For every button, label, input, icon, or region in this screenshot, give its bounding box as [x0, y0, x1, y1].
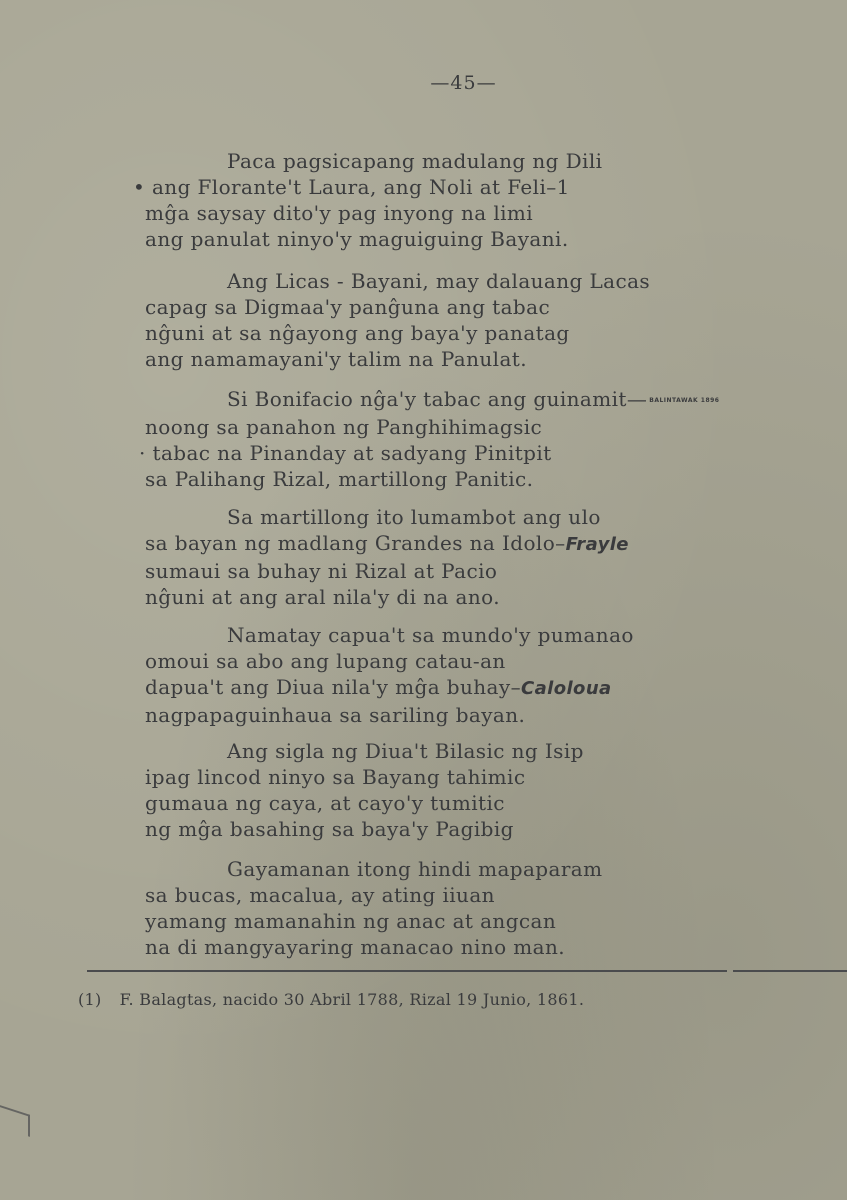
footnote-rule	[87, 970, 727, 972]
poem-line-text: Si Bonifacio nĝa'y tabac ang guinamit—	[227, 387, 648, 411]
bullet-mark: ·	[139, 440, 153, 465]
poem-line	[139, 440, 719, 466]
footnote-marker: (1)	[78, 990, 102, 1009]
poem-line: gumaua ng caya, at cayo'y tumitic	[145, 791, 505, 815]
stanza-4	[145, 504, 629, 610]
poem-line: nagpapaguinhaua sa sariling bayan.	[145, 703, 526, 727]
poem-line: yamang mamanahin ng anac at angcan	[145, 909, 557, 933]
poem-line: sa Palihang Rizal, martillong Panitic.	[145, 466, 534, 491]
poem-line: na di mangyayaring manacao nino man.	[145, 935, 566, 959]
bullet-mark: •	[133, 175, 152, 199]
footnote	[78, 990, 584, 1009]
stanza-7	[145, 856, 602, 960]
poem-line	[145, 386, 719, 414]
poem-line: sumaui sa buhay ni Rizal at Pacio	[145, 559, 498, 583]
poem-line: Namatay capua't sa mundo'y pumanao	[227, 623, 634, 647]
poem-line: omoui sa abo ang lupang catau-an	[145, 649, 506, 673]
page-number: —45—	[430, 72, 497, 94]
poem-line	[133, 174, 602, 200]
poem-line: Paca pagsicapang madulang ng Dili	[227, 149, 603, 173]
poem-line: nĝuni at ang aral nila'y di na ano.	[145, 585, 500, 609]
poem-line: sa bucas, macalua, ay ating iiuan	[145, 883, 495, 907]
poem-line	[145, 674, 634, 702]
poem-line	[145, 530, 629, 558]
italic-word: Caloloua	[520, 678, 612, 699]
poem-line-text: dapua't ang Diua nila'y mĝa buhay–	[145, 675, 521, 699]
stanza-6	[145, 738, 584, 842]
poem-line-text: ang Florante't Laura, ang Noli at Feli–1	[151, 175, 570, 199]
poem-line: nĝuni at sa nĝayong ang baya'y panatag	[145, 321, 570, 345]
poem-line: Sa martillong ito lumambot ang ulo	[227, 505, 601, 529]
balintawak-stamp: BALINTAWAK 1896	[649, 396, 720, 404]
poem-line: ipag lincod ninyo sa Bayang tahimic	[145, 765, 526, 789]
footnote-rule-extension	[733, 970, 847, 972]
poem-line: ang panulat ninyo'y maguiguing Bayani.	[145, 227, 569, 251]
stanza-3	[139, 386, 720, 492]
stanza-5	[145, 622, 634, 728]
poem-line: Ang sigla ng Diua't Bilasic ng Isip	[227, 739, 584, 763]
stanza-2	[145, 268, 650, 372]
poem-line: noong sa panahon ng Panghihimagsic	[145, 414, 543, 439]
poem-line: capag sa Digmaa'y panĝuna ang tabac	[145, 295, 551, 319]
poem-line: Gayamanan itong hindi mapaparam	[227, 857, 603, 881]
poem-line-text: tabac na Pinanday at sadyang Pinitpit	[152, 440, 552, 465]
poem-line: Ang Licas - Bayani, may dalauang Lacas	[227, 269, 651, 293]
stanza-1	[133, 148, 603, 252]
poem-line: ng mĝa basahing sa baya'y Pagibig	[145, 817, 514, 841]
footnote-text: F. Balagtas, nacido 30 Abril 1788, Rizal 19 Junio, 1861.	[119, 990, 585, 1009]
page-edge-mark	[0, 1105, 30, 1137]
poem-line: mĝa saysay dito'y pag inyong na limi	[145, 201, 534, 225]
poem-line-text: sa bayan ng madlang Grandes na Idolo–	[145, 531, 566, 555]
italic-word: Frayle	[565, 534, 629, 555]
poem-line: ang namamayani'y talim na Panulat.	[145, 347, 527, 371]
